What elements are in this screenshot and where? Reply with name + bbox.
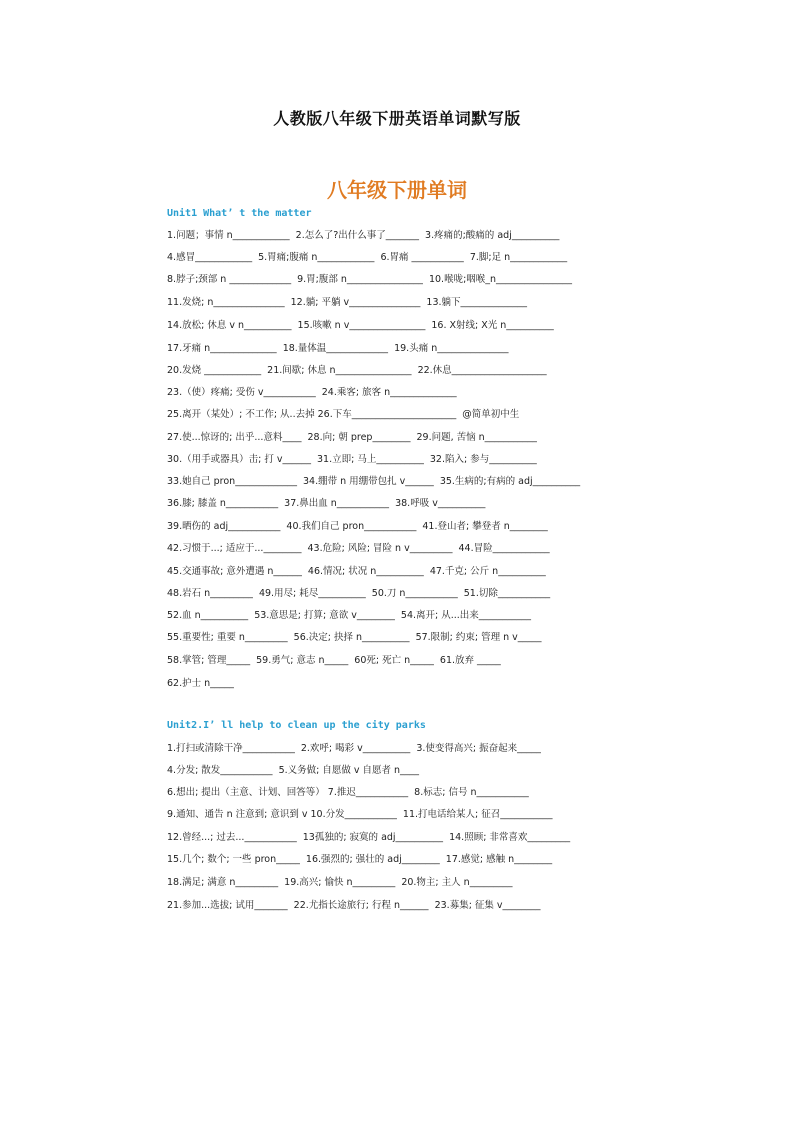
- unit1-line-5: 14.放松; 休息 v n__________ 15.咳嗽 n v________________ 16. X射线; X光 n__________: [167, 320, 554, 331]
- unit1-line-20: 58.掌管; 管理_____ 59.勇气; 意志 n_____ 60死; 死亡 n_____ 61.放弃 _____: [167, 655, 501, 666]
- unit1-line-2: 4.感冒____________ 5.胃痛;腹痛 n____________ 6.胃痛 ___________ 7.脚;足 n____________: [167, 252, 568, 263]
- unit1-line-3: 8.脖子;颈部 n _____________ 9.胃;腹部 n________________ 10.喉咙;咽喉_n________________: [167, 274, 573, 285]
- unit2-line-8: 21.参加...选拔; 试用_______ 22.尤指长途旅行; 行程 n______ 23.募集; 征集 v________: [167, 900, 541, 911]
- unit1-line-18: 52.血 n__________ 53.意思是; 打算; 意欲 v________ 54.离开; 从...出来___________: [167, 610, 532, 621]
- section-title: 八年级下册单词: [327, 178, 467, 202]
- unit2-line-1: 1.打扫或清除干净___________ 2.欢呼; 喝彩 v__________ 3.使变得高兴; 振奋起来_____: [167, 743, 541, 754]
- unit1-line-9: 25.离开（某处）; 不工作; 从..去掉 26.下车______________________ @简单初中生: [167, 409, 520, 420]
- unit1-line-4: 11.发烧; n_______________ 12.躺; 平躺 v_______________ 13.躺下______________: [167, 297, 528, 308]
- unit2-line-4: 9.通知、通告 n 注意到; 意识到 v 10.分发___________ 11.打电话给某人; 征召___________: [167, 809, 553, 820]
- unit1-line-13: 36.膝; 膝盖 n___________ 37.鼻出血 n___________ 38.呼吸 v__________: [167, 498, 486, 509]
- unit1-heading: Unit1 What’ t the matter: [167, 208, 312, 219]
- unit1-line-10: 27.使...惊讶的; 出乎...意料____ 28.向; 朝 prep________ 29.问题, 苦恼 n___________: [167, 432, 537, 443]
- document-title: 人教版八年级下册英语单词默写版: [273, 109, 521, 128]
- unit2-heading: Unit2.I’ ll help to clean up the city parks: [167, 720, 426, 731]
- unit1-line-6: 17.牙痛 n______________ 18.量体温_____________ 19.头痛 n_______________: [167, 343, 509, 354]
- unit2-line-7: 18.满足; 满意 n_________ 19.高兴; 愉快 n_________ 20.物主; 主人 n_________: [167, 877, 513, 888]
- unit1-line-21: 62.护士 n_____: [167, 678, 234, 689]
- unit2-line-2: 4.分发; 散发___________ 5.义务做; 自愿做 v 自愿者 n____: [167, 765, 420, 776]
- unit1-line-16: 45.交通事故; 意外遭遇 n______ 46.情况; 状况 n__________ 47.千克; 公斤 n__________: [167, 566, 546, 577]
- unit1-line-17: 48.岩石 n_________ 49.用尽; 耗尽__________ 50.刀 n___________ 51.切除___________: [167, 588, 551, 599]
- unit2-line-3: 6.想出; 提出（主意、计划、回答等） 7.推迟___________ 8.标志; 信号 n___________: [167, 787, 529, 798]
- unit2-line-6: 15.几个; 数个; 一些 pron_____ 16.强烈的; 强壮的 adj________ 17.感觉; 感触 n________: [167, 854, 553, 865]
- unit1-line-11: 30.（用手或器具）击; 打 v______ 31.立即; 马上__________ 32.陷入; 参与__________: [167, 454, 537, 465]
- unit1-line-8: 23.（使）疼痛; 受伤 v___________ 24.乘客; 旅客 n______________: [167, 387, 457, 398]
- unit1-line-12: 33.她自己 pron_____________ 34.绷带 n 用绷带包扎 v______ 35.生病的;有病的 adj__________: [167, 476, 581, 487]
- unit1-line-7: 20.发烧 ____________ 21.间歇; 休息 n________________ 22.休息____________________: [167, 365, 547, 376]
- unit1-line-19: 55.重要性; 重要 n_________ 56.决定; 抉择 n__________ 57.限制; 约束; 管理 n v_____: [167, 632, 542, 643]
- unit1-line-15: 42.习惯于...; 适应于...________ 43.危险; 风险; 冒险 n v_________ 44.冒险____________: [167, 543, 550, 554]
- unit1-line-1: 1.问题；事情 n____________ 2.怎么了?出什么事了_______ 3.疼痛的;酸痛的 adj__________: [167, 230, 560, 241]
- unit2-line-5: 12.曾经...; 过去...___________ 13孤独的; 寂寞的 adj__________ 14.照顾; 非常喜欢_________: [167, 832, 571, 843]
- unit1-line-14: 39.晒伤的 adj___________ 40.我们自己 pron___________ 41.登山者; 攀登者 n________: [167, 521, 548, 532]
